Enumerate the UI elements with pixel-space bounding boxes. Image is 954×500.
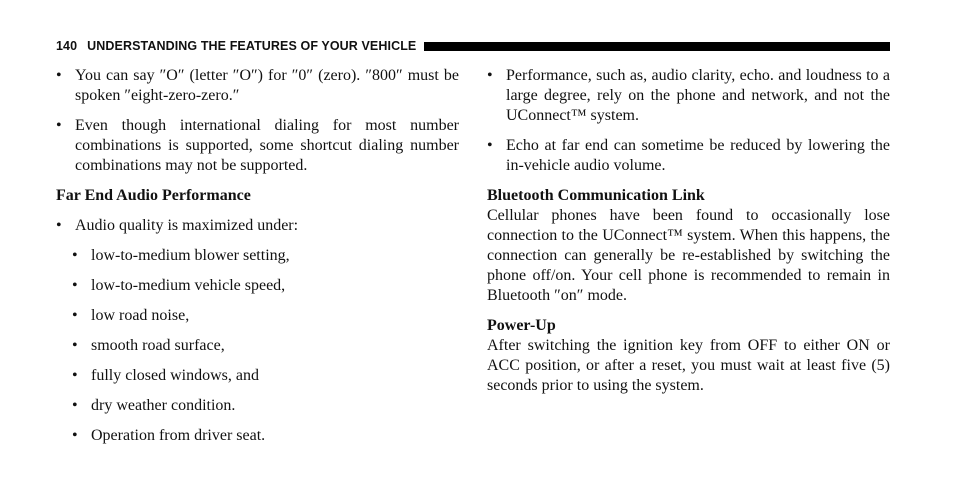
sub-list-item-text: low-to-medium blower setting, [91, 247, 290, 264]
sub-list-item [72, 396, 459, 416]
page-number: 140 [56, 39, 78, 53]
right-column [487, 66, 890, 406]
list-item [487, 136, 890, 176]
list-item-text: Audio quality is maximized under: [75, 217, 299, 234]
bullet-icon: • [72, 277, 78, 294]
bullet-icon: • [56, 217, 62, 234]
bullet-icon: • [487, 137, 493, 154]
powerup-heading: Power-Up [487, 317, 556, 334]
list-item-text: Even though international dialing for most number combinations is supported, some shortcut dialing number combinations may not be supported. [75, 117, 459, 174]
list-item [56, 116, 459, 176]
bullet-icon: • [72, 427, 78, 444]
bullet-icon: • [72, 247, 78, 264]
bullet-icon: • [72, 337, 78, 354]
bullet-icon: • [56, 67, 62, 84]
section-heading: Far End Audio Performance [56, 187, 251, 204]
header-title: UNDERSTANDING THE FEATURES OF YOUR VEHICLE [87, 39, 417, 53]
list-item-text: Echo at far end can sometime be reduced by lowering the in-vehicle audio volume. [506, 137, 890, 174]
sub-list-item [72, 246, 459, 266]
list-item-text: Performance, such as, audio clarity, echo. and loudness to a large degree, rely on the phone and network, and not the UConnect™ system. [506, 67, 890, 124]
left-column [56, 66, 459, 456]
bullet-icon: • [72, 367, 78, 384]
bluetooth-heading: Bluetooth Communication Link [487, 187, 705, 204]
bullet-icon: • [487, 67, 493, 84]
bullet-icon: • [72, 307, 78, 324]
sub-list-item-text: low-to-medium vehicle speed, [91, 277, 286, 294]
list-item [56, 216, 459, 236]
sub-list-item-text: Operation from driver seat. [91, 427, 266, 444]
sub-list-item [72, 276, 459, 296]
sub-list-item [72, 306, 459, 326]
sub-list-item [72, 336, 459, 356]
bullet-icon: • [72, 397, 78, 414]
sub-list-item-text: low road noise, [91, 307, 190, 324]
sub-list-item-text: smooth road surface, [91, 337, 225, 354]
bullet-icon: • [56, 117, 62, 134]
sub-list-item-text: dry weather condition. [91, 397, 236, 414]
sub-list-item [72, 426, 459, 446]
bluetooth-paragraph: Cellular phones have been found to occasionally lose connection to the UConnect™ system. When this happens, the connection can generally be re-established by switching the phone off/on. Your cell phone is recommended to remain in Bluetooth ″on″ mode. [487, 207, 890, 304]
list-item-text: You can say ″O″ (letter ″O″) for ″0″ (zero). ″800″ must be spoken ″eight-zero-zero.″ [75, 67, 459, 104]
powerup-paragraph: After switching the ignition key from OFF to either ON or ACC position, or after a reset, you must wait at least five (5) seconds prior to using the system. [487, 337, 890, 394]
list-item [56, 66, 459, 106]
page-header [56, 38, 890, 54]
list-item [487, 66, 890, 126]
header-rule [424, 42, 890, 51]
sub-list-item [72, 366, 459, 386]
sub-list-item-text: fully closed windows, and [91, 367, 259, 384]
